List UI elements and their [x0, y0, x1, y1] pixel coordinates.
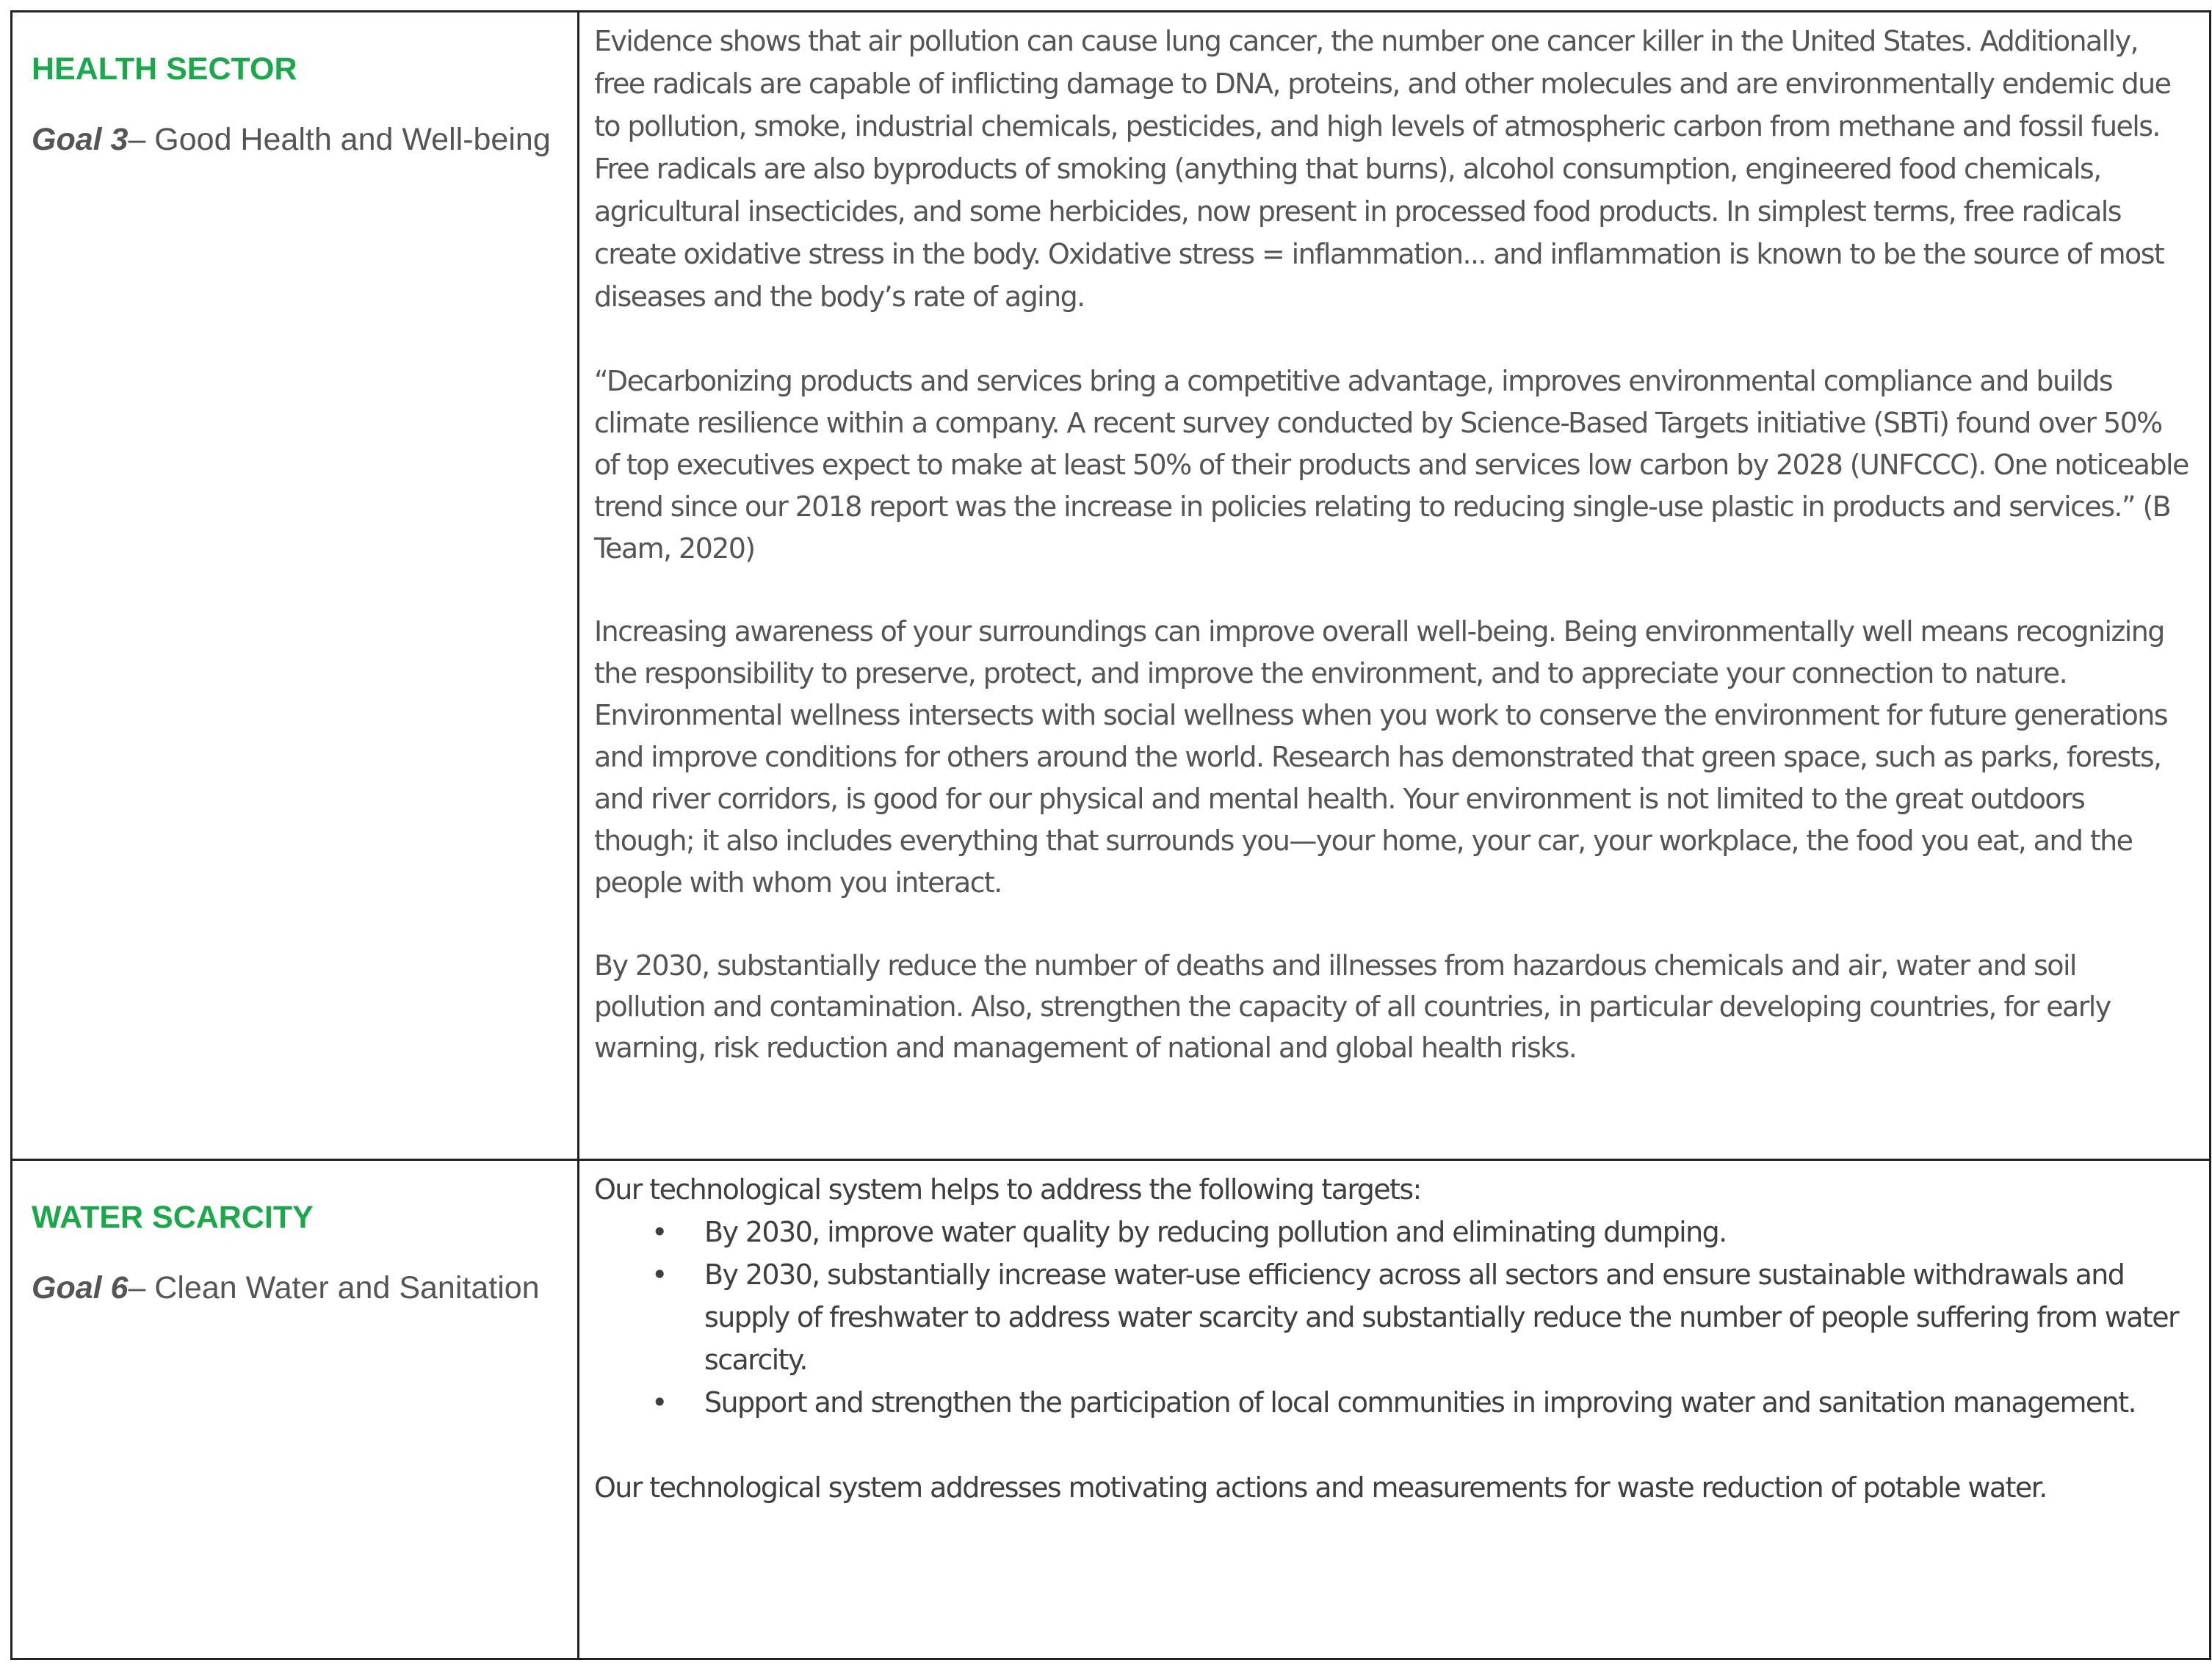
health-goal-name: – Good Health and Well-being: [128, 121, 551, 157]
water-scarcity-description-cell: [579, 1160, 2211, 1659]
health-sector-label-cell: [12, 12, 579, 1160]
water-targets-intro: Our technological system helps to address the following targets:: [594, 1173, 1421, 1206]
water-target-text: By 2030, substantially increase water-use efficiency across all sectors and ensure sustainable withdrawals and supply of freshwater to address water scarcity and substantially reduce the number of people suffering from water scarcity.: [704, 1258, 2179, 1376]
water-target-text: Support and strengthen the participation of local communities in improving water and sanitation management.: [704, 1386, 2136, 1419]
bullet-icon: •: [651, 1216, 667, 1248]
bullet-icon: •: [651, 1386, 667, 1419]
table-row-water-scarcity: [12, 1160, 2211, 1659]
health-sector-title: HEALTH SECTOR: [32, 51, 297, 87]
table-row-health-sector: [12, 12, 2211, 1160]
health-goal-line: [32, 121, 558, 159]
water-targets-list: [594, 1211, 2191, 1424]
sdg-goals-table: [10, 10, 2211, 1660]
water-scarcity-label-cell: [12, 1160, 579, 1659]
water-target-text: By 2030, improve water quality by reducing pollution and eliminating dumping.: [704, 1216, 1727, 1248]
bullet-icon: •: [651, 1258, 667, 1291]
health-paragraph-2030-target: By 2030, substantially reduce the number of deaths and illnesses from hazardous chemicals and air, water and soil pollution and contamination. Also, strengthen the capacity of all countries, in particular developing countries, for early warning, risk reduction and management of national and global health risks.: [594, 949, 2111, 1064]
health-sector-description-cell: [579, 12, 2211, 1160]
health-paragraph-decarbonizing-quote: “Decarbonizing products and services bring a competitive advantage, improves environmental compliance and builds climate resilience within a company. A recent survey conducted by Science-Based Targets initiative (SBTi) found over 50% of top executives expect to make at least 50% of their products and services low carbon by 2028 (UNFCCC). One noticeable trend since our 2018 report was the increase in policies relating to reducing single-use plastic in products and services.” (B Team, 2020): [594, 365, 2188, 565]
health-goal-number: Goal 3: [32, 121, 129, 157]
water-sector-title: WATER SCARCITY: [32, 1200, 314, 1235]
health-paragraph-environmental-wellness: Increasing awareness of your surroundings can improve overall well-being. Being environmentally well means recognizing the responsibility to preserve, protect, and improve the environment, and to appreciate your connection to nature. Environmental wellness intersects with social wellness when you work to conserve the environment for future generations and improve conditions for others around the world. Research has demonstrated that green space, such as parks, forests, and river corridors, is good for our physical and mental health. Your environment is not limited to the great outdoors though; it also includes everything that surrounds you—your home, your car, your workplace, the food you eat, and the people with whom you interact.: [594, 615, 2167, 899]
list-item: [651, 1253, 2191, 1381]
health-paragraph-air-pollution: Evidence shows that air pollution can cause lung cancer, the number one cancer killer in the United States. Additionally, free radicals are capable of inflicting damage to DNA, proteins, and other molecules and are environmentally endemic due to pollution, smoke, industrial chemicals, pesticides, and high levels of atmospheric carbon from methane and fossil fuels. Free radicals are also byproducts of smoking (anything that burns), alcohol consumption, engineered food chemicals, agricultural insecticides, and some herbicides, now present in processed food products. In simplest terms, free radicals create oxidative stress in the body. Oxidative stress = inflammation... and inflammation is known to be the source of most diseases and the body’s rate of aging.: [594, 25, 2171, 313]
list-item: [651, 1211, 2191, 1253]
water-outro-text: Our technological system addresses motivating actions and measurements for waste reduction of potable water.: [594, 1471, 2047, 1504]
water-goal-number: Goal 6: [32, 1270, 129, 1305]
water-goal-line: [32, 1270, 558, 1308]
water-goal-name: – Clean Water and Sanitation: [128, 1270, 540, 1305]
list-item: [651, 1381, 2191, 1424]
